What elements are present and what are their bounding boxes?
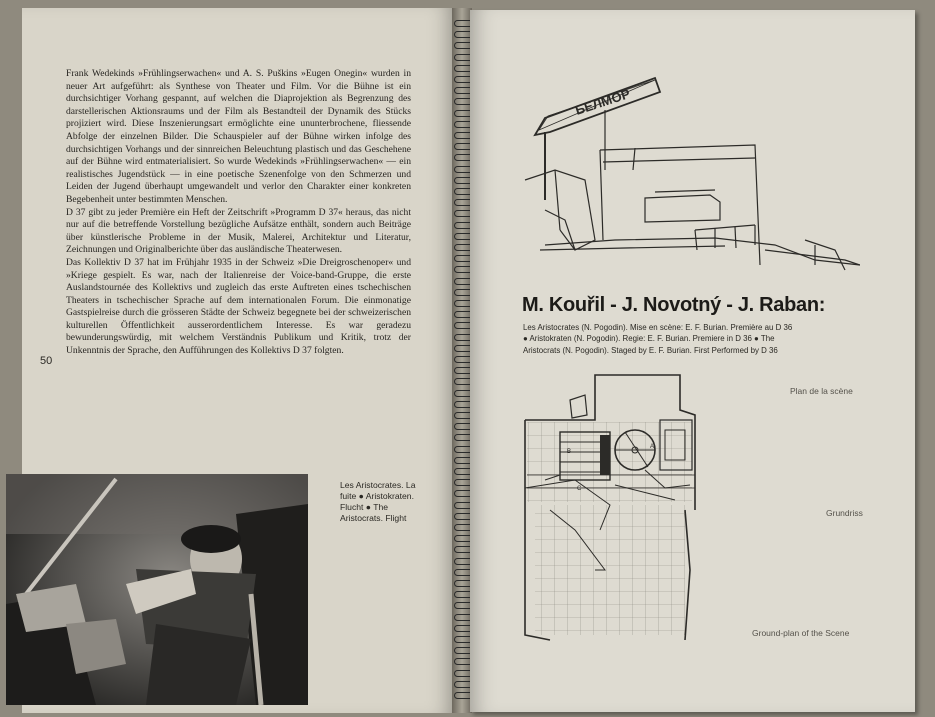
credits-text bbox=[523, 322, 853, 356]
paragraph: Frank Wedekinds »Frühlingserwachen« und A. S. Puškins »Eugen Onegin« wurden in neuer Art aufgeführt: als Synthese von Theater und Film. Vor die Bühne ist ein durchsichtiger Vorhang gespannt, auf welchen die Diaprojektion als Begrenzung des darstellerischen Aktionsraums und der Film als Bestandteil der Dynamik des Stücks projiziert wird. Diese Inszenierungsart ermöglichte eine ununterbrochene, fliessende Abfolge der einzelnen Bilder. Die Schauspieler auf der Bühne wirken infolge des durchsichtigen Vorhangs und der sinnreichen Beleuchtung plastisch und das Geschehene auf der Bühne wird entmaterialisiert. So wurde Wedekinds »Frühlingserwachen« — ein realistisches Jugendstück — in eine poetische Szenenfolge von den Schmerzen und Leiden der Jugend überhaupt umgewandelt und verlor den Charakter einer konkreten Begebenheit unter bestimmten Menschen. bbox=[66, 68, 411, 205]
plan-label-de: Grundriss bbox=[826, 508, 863, 518]
credit-line: Aristocrats (N. Pogodin). Staged by E. F. Burian. First Performed by D 36 bbox=[523, 345, 778, 355]
plan-mark: B bbox=[567, 449, 572, 455]
plan-label-en: Ground-plan of the Scene bbox=[752, 628, 850, 638]
stage-sketch bbox=[515, 70, 860, 280]
sign-text: БЕЛМОР bbox=[573, 86, 632, 118]
plan-mark: C bbox=[577, 486, 582, 492]
stage-photo bbox=[6, 474, 308, 705]
credit-line: ● Aristokraten (N. Pogodin). Regie: E. F. Burian. Premiere in D 36 ● The bbox=[523, 334, 775, 344]
paragraph: Das Kollektiv D 37 hat im Frühjahr 1935 in der Schweiz »Die Dreigroschenoper« und »Kriege gespielt. Es war, nach der Italienreise der Voice-band-Gruppe, die erste Auslandstournée des Kollektivs und zugleich das erste Auftreten eines tschechischen Theaters in tschechischer Sprache auf dem internationalen Forum. Die einmonatige Gastspielreise durch die grösseren Städte der Schweiz begegnete bei der schweizerischen kulturellen Öffentlichkeit ausserordentlichem Interesse. Es war geradezu bewunderungswürdig, mit welchem Verständnis Publikum und Kritik, trotz der Unkenntnis der Sprache, den Aufführungen des Kollektivs D 37 folgten. bbox=[66, 256, 411, 357]
body-text bbox=[66, 68, 411, 358]
page-heading: M. Kouřil - J. Novotný - J. Raban: bbox=[522, 294, 826, 316]
paragraph: D 37 gibt zu jeder Première ein Heft der Zeitschrift »Programm D 37« heraus, das nicht nur auf die betreffende Vorstellung bezügliche Aufsätze enthält, sondern auch Beiträge über künstlerische Probleme in der Musik, Malerei, Architektur und Literatur, Zeichnungen und Originalberichte über das ausländische Theaterwesen. bbox=[66, 206, 411, 256]
plan-mark: A bbox=[650, 444, 655, 450]
floor-plan bbox=[515, 370, 710, 645]
plan-label-fr: Plan de la scène bbox=[790, 386, 853, 396]
page-number: 50 bbox=[40, 355, 53, 367]
credit-line: Les Aristocrates (N. Pogodin). Mise en scène: E. F. Burian. Première au D 36 bbox=[523, 323, 793, 332]
photo-illustration bbox=[6, 474, 308, 705]
photo-caption: Les Aristocrates. La fuite ● Aristokraten. Flucht ● The Aristocrats. Flight bbox=[340, 480, 416, 523]
